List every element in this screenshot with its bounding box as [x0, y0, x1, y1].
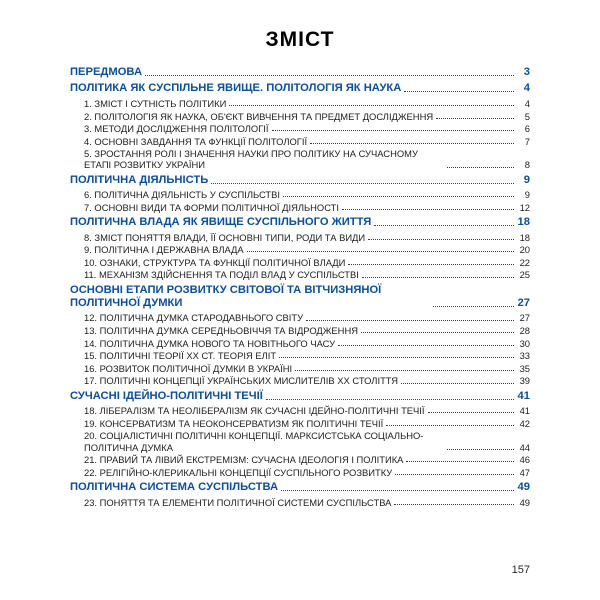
toc-entry-page: 49 — [519, 496, 530, 508]
toc-leader-dots — [404, 90, 514, 92]
toc-entry-page: 12 — [519, 201, 530, 213]
toc-leader-dots — [406, 460, 514, 462]
toc-entry[interactable] — [70, 481, 530, 494]
toc-entry[interactable] — [70, 244, 530, 255]
toc-entry-page: 5 — [524, 110, 530, 122]
toc-entry[interactable] — [70, 375, 530, 386]
toc-entry[interactable] — [70, 390, 530, 403]
toc-entry-label: 13. ПОЛІТИЧНА ДУМКА СЕРЕДНЬОВІЧЧЯ ТА ВІДРОДЖЕННЯ — [84, 325, 358, 337]
toc-entry[interactable] — [70, 232, 530, 243]
toc-entry[interactable] — [70, 312, 530, 323]
toc-entry[interactable] — [70, 454, 530, 465]
toc-leader-dots — [283, 195, 514, 197]
toc-leader-dots — [272, 129, 514, 131]
toc-entry-page: 8 — [524, 159, 530, 171]
toc-leader-dots — [281, 489, 514, 491]
toc-leader-dots — [436, 117, 514, 119]
toc-leader-dots — [145, 74, 514, 76]
toc-entry-page: 20 — [519, 244, 530, 256]
table-of-contents — [70, 66, 530, 508]
toc-entry[interactable] — [70, 216, 530, 229]
toc-entry-page: 28 — [519, 325, 530, 337]
toc-entry-label: ПОЛІТИЧНА СИСТЕМА СУСПІЛЬСТВА — [70, 480, 279, 493]
toc-leader-dots — [394, 503, 514, 505]
toc-entry-page: 18 — [519, 231, 530, 243]
toc-entry[interactable] — [70, 111, 530, 122]
toc-entry-page: 4 — [523, 82, 530, 95]
toc-leader-dots — [338, 344, 514, 346]
toc-entry-page: 44 — [519, 441, 530, 453]
toc-entry-label: ПОЛІТИЧНА ВЛАДА ЯК ЯВИЩЕ СУСПІЛЬНОГО ЖИТТЯ — [70, 215, 372, 228]
toc-leader-dots — [306, 319, 514, 321]
toc-entry-label: ОСНОВНІ ЕТАПИ РОЗВИТКУ СВІТОВОЇ ТА ВІТЧИЗНЯНОЇ ПОЛІТИЧНОЇ ДУМКИ — [70, 283, 382, 309]
toc-entry[interactable] — [70, 148, 530, 170]
toc-entry[interactable] — [70, 405, 530, 416]
toc-entry-page: 4 — [524, 97, 530, 109]
toc-entry-page: 27 — [517, 296, 530, 309]
toc-entry[interactable] — [70, 123, 530, 134]
toc-leader-dots — [229, 104, 514, 106]
toc-entry[interactable] — [70, 257, 530, 268]
toc-entry-label: 2. ПОЛІТОЛОГІЯ ЯК НАУКА, ОБ'ЄКТ ВИВЧЕННЯ ТА ПРЕДМЕТ ДОСЛІДЖЕННЯ — [84, 110, 434, 122]
toc-entry-page: 33 — [519, 350, 530, 362]
toc-entry[interactable] — [70, 467, 530, 478]
toc-leader-dots — [368, 238, 514, 240]
toc-entry-label: ПОЛІТИКА ЯК СУСПІЛЬНЕ ЯВИЩЕ. ПОЛІТОЛОГІЯ ЯК НАУКА — [70, 82, 402, 95]
toc-leader-dots — [310, 142, 514, 144]
toc-entry-label: 19. КОНСЕРВАТИЗМ ТА НЕОКОНСЕРВАТИЗМ ЯК ПОЛІТИЧНІ ТЕЧІЇ — [84, 417, 384, 429]
toc-entry[interactable] — [70, 338, 530, 349]
toc-entry-label: 18. ЛІБЕРАЛІЗМ ТА НЕОЛІБЕРАЛІЗМ ЯК СУЧАСНІ ІДЕЙНО-ПОЛІТИЧНІ ТЕЧІЇ — [84, 405, 425, 417]
toc-entry[interactable] — [70, 202, 530, 213]
page-number: 157 — [511, 564, 530, 576]
toc-entry[interactable] — [70, 189, 530, 200]
toc-entry[interactable] — [70, 98, 530, 109]
toc-entry-label: 14. ПОЛІТИЧНА ДУМКА НОВОГО ТА НОВІТНЬОГО ЧАСУ — [84, 337, 336, 349]
toc-leader-dots — [386, 424, 514, 426]
toc-entry-page: 30 — [519, 337, 530, 349]
toc-entry-page: 6 — [524, 123, 530, 135]
toc-entry-label: 5. ЗРОСТАННЯ РОЛІ І ЗНАЧЕННЯ НАУКИ ПРО ПОЛІТИКУ НА СУЧАСНОМУ ЕТАПІ РОЗВИТКУ УКРАЇНИ — [84, 148, 418, 171]
toc-leader-dots — [374, 224, 514, 226]
toc-leader-dots — [211, 182, 514, 184]
toc-entry[interactable] — [70, 350, 530, 361]
toc-entry-label: 22. РЕЛІГІЙНО-КЛЕРИКАЛЬНІ КОНЦЕПЦІЇ СУСПІЛЬНОГО РОЗВИТКУ — [84, 466, 393, 478]
toc-leader-dots — [395, 473, 514, 475]
toc-entry-label: ПЕРЕДМОВА — [70, 66, 143, 78]
toc-leader-dots — [348, 263, 514, 265]
toc-entry-page: 41 — [517, 389, 530, 402]
toc-leader-dots — [279, 356, 514, 358]
toc-entry-page: 9 — [524, 189, 530, 201]
toc-entry[interactable] — [70, 269, 530, 280]
toc-entry[interactable] — [70, 66, 530, 79]
toc-entry-page: 18 — [517, 215, 530, 228]
toc-entry-page: 7 — [524, 135, 530, 147]
toc-entry-page: 25 — [519, 269, 530, 281]
toc-entry-page: 46 — [519, 454, 530, 466]
toc-entry-page: 39 — [519, 375, 530, 387]
toc-entry-page: 35 — [519, 362, 530, 374]
toc-entry-label: 4. ОСНОВНІ ЗАВДАННЯ ТА ФУНКЦІЇ ПОЛІТОЛОГІЇ — [84, 135, 308, 147]
toc-entry[interactable] — [70, 363, 530, 374]
toc-leader-dots — [447, 448, 514, 450]
toc-entry-page: 49 — [517, 480, 530, 493]
toc-entry[interactable] — [70, 136, 530, 147]
toc-entry-page: 22 — [519, 256, 530, 268]
toc-entry-label: 11. МЕХАНІЗМ ЗДІЙСНЕННЯ ТА ПОДІЛ ВЛАД У СУСПІЛЬСТВІ — [84, 269, 359, 281]
toc-entry-page: 27 — [519, 312, 530, 324]
toc-entry-label: 8. ЗМІСТ ПОНЯТТЯ ВЛАДИ, ЇЇ ОСНОВНІ ТИПИ, РОДИ ТА ВИДИ — [84, 231, 366, 243]
toc-leader-dots — [433, 305, 514, 307]
toc-leader-dots — [447, 166, 514, 168]
toc-entry-label: 7. ОСНОВНІ ВИДИ ТА ФОРМИ ПОЛІТИЧНОЇ ДІЯЛЬНОСТІ — [84, 201, 340, 213]
toc-entry-page: 47 — [519, 466, 530, 478]
toc-entry-label: 10. ОЗНАКИ, СТРУКТУРА ТА ФУНКЦІЇ ПОЛІТИЧНОЇ ВЛАДИ — [84, 256, 346, 268]
toc-entry-page: 3 — [523, 66, 530, 78]
toc-entry[interactable] — [70, 284, 530, 310]
toc-entry-label: 9. ПОЛІТИЧНА І ДЕРЖАВНА ВЛАДА — [84, 244, 244, 256]
toc-entry-label: 23. ПОНЯТТЯ ТА ЕЛЕМЕНТИ ПОЛІТИЧНОЇ СИСТЕМИ СУСПІЛЬСТВА — [84, 496, 392, 508]
toc-entry-page: 41 — [519, 405, 530, 417]
toc-leader-dots — [295, 369, 514, 371]
toc-entry[interactable] — [70, 430, 530, 452]
toc-entry[interactable] — [70, 174, 530, 187]
toc-entry-label: СУЧАСНІ ІДЕЙНО-ПОЛІТИЧНІ ТЕЧІЇ — [70, 389, 263, 402]
toc-entry-label: 3. МЕТОДИ ДОСЛІДЖЕННЯ ПОЛІТОЛОГІЇ — [84, 123, 269, 135]
page-title: ЗМІСТ — [265, 28, 335, 51]
toc-entry[interactable] — [70, 82, 530, 95]
toc-leader-dots — [362, 276, 514, 278]
toc-entry-label: ПОЛІТИЧНА ДІЯЛЬНІСТЬ — [70, 173, 209, 186]
toc-entry-label: 6. ПОЛІТИЧНА ДІЯЛЬНІСТЬ У СУСПІЛЬСТВІ — [84, 189, 281, 201]
toc-leader-dots — [266, 398, 514, 400]
toc-leader-dots — [361, 331, 514, 333]
toc-entry-label: 15. ПОЛІТИЧНІ ТЕОРІЇ XX СТ. ТЕОРІЯ ЕЛІТ — [84, 350, 277, 362]
toc-entry-label: 12. ПОЛІТИЧНА ДУМКА СТАРОДАВНЬОГО СВІТУ — [84, 312, 304, 324]
toc-entry-label: 21. ПРАВИЙ ТА ЛІВИЙ ЕКСТРЕМІЗМ: СУЧАСНА ІДЕОЛОГІЯ І ПОЛІТИКА — [84, 454, 404, 466]
toc-entry[interactable] — [70, 418, 530, 429]
toc-entry-label: 17. ПОЛІТИЧНІ КОНЦЕПЦІЇ УКРАЇНСЬКИХ МИСЛИТЕЛІВ XX СТОЛІТТЯ — [84, 375, 399, 387]
toc-entry-label: 20. СОЦІАЛІСТИЧНІ ПОЛІТИЧНІ КОНЦЕПЦІЇ. МАРКСИСТСЬКА СОЦІАЛЬНО-ПОЛІТИЧНА ДУМКА — [84, 430, 424, 453]
toc-leader-dots — [401, 382, 514, 384]
toc-entry[interactable] — [70, 325, 530, 336]
toc-entry[interactable] — [70, 497, 530, 508]
toc-entry-label: 16. РОЗВИТОК ПОЛІТИЧНОЇ ДУМКИ В УКРАЇНІ — [84, 362, 293, 374]
toc-entry-page: 9 — [523, 173, 530, 186]
toc-entry-page: 42 — [519, 417, 530, 429]
toc-leader-dots — [428, 411, 514, 413]
toc-entry-label: 1. ЗМІСТ І СУТНІСТЬ ПОЛІТИКИ — [84, 97, 227, 109]
toc-leader-dots — [342, 208, 514, 210]
toc-leader-dots — [247, 250, 514, 252]
